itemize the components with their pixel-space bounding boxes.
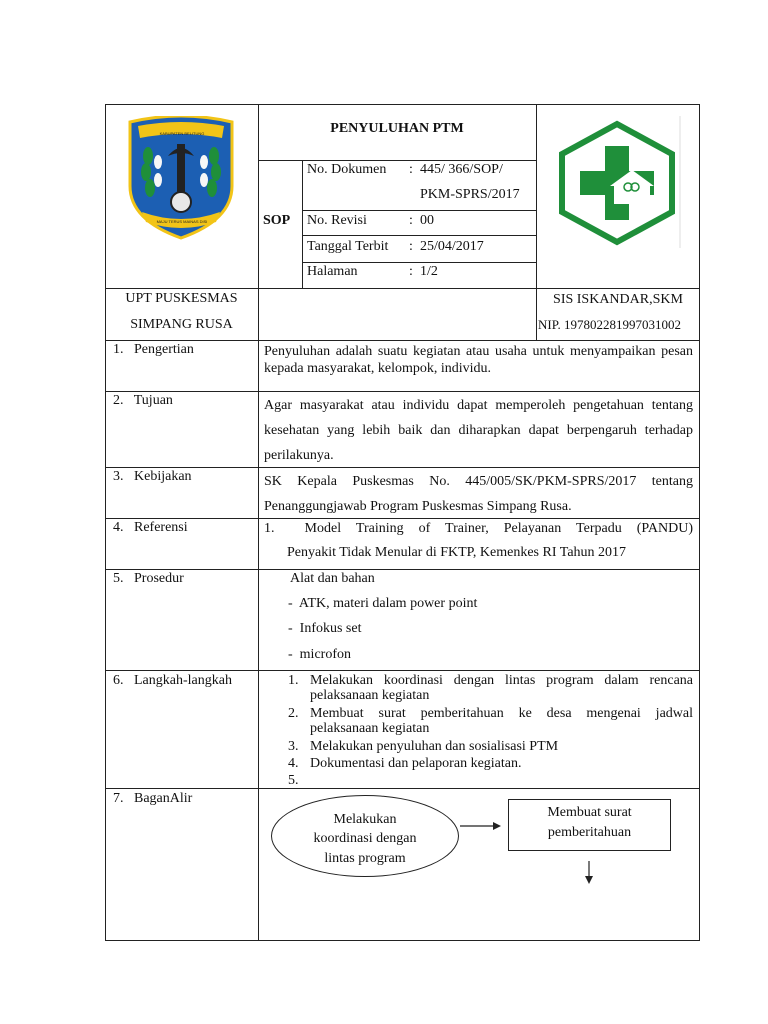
prosedur-heading: Alat dan bahan: [290, 571, 375, 586]
meta-label-halaman: Halaman: [307, 264, 358, 279]
row-label-kebijakan: 3. Kebijakan: [113, 469, 192, 484]
signer-nip: NIP. 197802281997031002: [538, 317, 682, 332]
flow-arrow-right: [460, 819, 502, 833]
meta-label-revisi: No. Revisi: [307, 213, 367, 228]
row-label-pengertian: 1. Pengertian: [113, 342, 194, 357]
prosedur-item: - ATK, materi dalam power point: [288, 596, 478, 611]
step-text: Melakukan penyuluhan dan sosialisasi PTM: [310, 739, 559, 754]
meta-sep-revisi: :: [409, 213, 413, 228]
meta-sep-terbit: :: [409, 239, 413, 254]
logo-ribbon-top-text: KABUPATEN BELITUNG: [159, 131, 205, 136]
flow-ellipse-text: Melakukan: [333, 812, 397, 827]
hline-header-bottom: [105, 288, 700, 289]
sop-label: SOP: [263, 213, 291, 228]
hline-meta2: [302, 235, 536, 236]
hline-row5: [105, 569, 700, 570]
step-number: 5.: [288, 773, 299, 788]
meta-value-dokumen: 445/ 366/SOP/: [420, 162, 503, 177]
row-label-bagan: 7. BaganAlir: [113, 791, 193, 806]
vline-col1: [258, 104, 259, 941]
logo-ribbon-bottom-text: MAJU TERUS MAINAS DISI: [156, 219, 208, 224]
step-text: Membuat surat pemberitahuan ke desa mengenai jadwal pelaksanaan kegiatan: [310, 706, 693, 736]
meta-value-revisi: 00: [420, 213, 434, 228]
hline-row6: [105, 670, 700, 671]
hline-meta3: [302, 262, 536, 263]
hline-row7: [105, 788, 700, 789]
step-number: 2.: [288, 706, 299, 721]
vline-col-sop: [302, 160, 303, 288]
hline-row2: [105, 391, 700, 392]
flow-box-text: pemberitahuan: [547, 825, 632, 840]
row-text-tujuan: Agar masyarakat atau individu dapat memperoleh pengetahuan tentang kesehatan yang lebih baik dan diharapkan dapat berpengaruh terhadap perilakunya.: [264, 398, 693, 463]
step-text: Dokumentasi dan pelaporan kegiatan.: [310, 756, 522, 771]
row-text-kebijakan: SK Kepala Puskesmas No. 445/005/SK/PKM-SPRS/2017 tentang Penanggungjawab Program Puskesmas Simpang Rusa.: [264, 474, 693, 514]
hline-meta1: [302, 210, 536, 211]
row-text-referensi-1: 1. Model Training of Trainer, Pelayanan Terpadu (PANDU): [264, 521, 693, 536]
flow-box-text: Membuat surat: [547, 805, 632, 820]
org-name-line2: SIMPANG RUSA: [130, 317, 233, 332]
step-text: Melakukan koordinasi dengan lintas program dalam rencana pelaksanaan kegiatan: [310, 673, 693, 703]
flow-arrow-down: [583, 861, 595, 885]
document-title: PENYULUHAN PTM: [330, 121, 464, 136]
row-text-pengertian: Penyuluhan adalah suatu kegiatan atau usaha untuk menyampaikan pesan kepada masyarakat, kelompok, individu.: [264, 344, 693, 376]
hline-row1: [105, 340, 700, 341]
meta-value-dokumen-2: PKM-SPRS/2017: [420, 187, 520, 202]
flow-ellipse-text: koordinasi dengan: [313, 831, 417, 846]
meta-sep-halaman: :: [409, 264, 413, 279]
meta-label-dokumen: No. Dokumen: [307, 162, 387, 177]
hline-title: [258, 160, 536, 161]
row-label-tujuan: 2. Tujuan: [113, 393, 173, 408]
meta-sep-dokumen: :: [409, 162, 413, 177]
org-name-line1: UPT PUSKESMAS: [125, 291, 238, 306]
signer-name: SIS ISKANDAR,SKM: [553, 292, 683, 307]
step-number: 4.: [288, 756, 299, 771]
meta-label-terbit: Tanggal Terbit: [307, 239, 389, 254]
row-label-prosedur: 5. Prosedur: [113, 571, 184, 586]
meta-value-terbit: 25/04/2017: [420, 239, 484, 254]
row-text-referensi-2: Penyakit Tidak Menular di FKTP, Kemenkes RI Tahun 2017: [287, 545, 627, 560]
meta-value-halaman: 1/2: [420, 264, 438, 279]
step-number: 3.: [288, 739, 299, 754]
flow-ellipse-text: lintas program: [324, 851, 406, 866]
prosedur-item: - microfon: [288, 647, 351, 662]
row-label-langkah: 6. Langkah-langkah: [113, 673, 232, 688]
step-number: 1.: [288, 673, 299, 688]
prosedur-item: - Infokus set: [288, 621, 362, 636]
puskesmas-logo: [548, 114, 686, 250]
row-label-referensi: 4. Referensi: [113, 520, 188, 535]
